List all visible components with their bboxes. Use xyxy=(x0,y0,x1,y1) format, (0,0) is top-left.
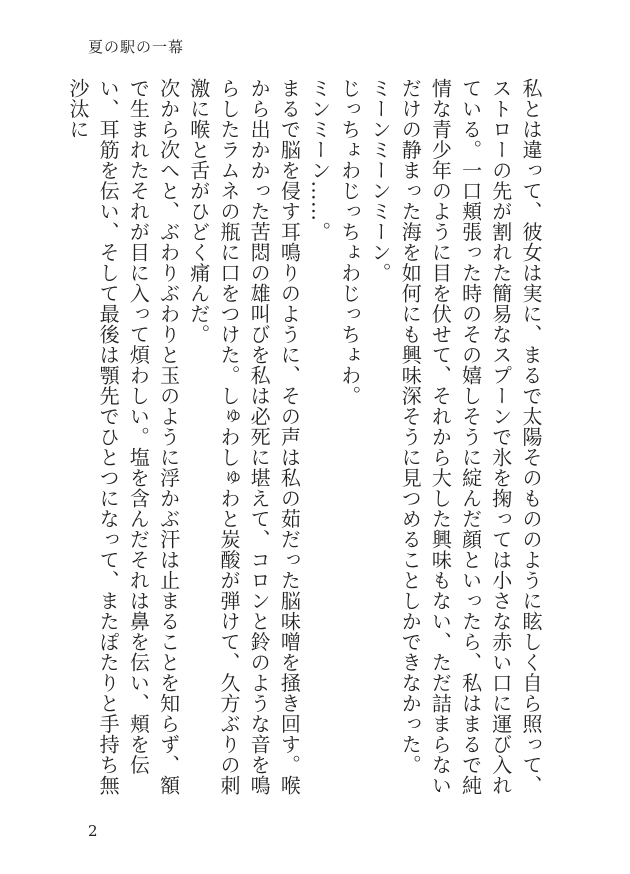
paragraph: ミーンミーンミーン。 xyxy=(367,78,392,283)
paragraph: 私とは違って、彼女は実に、まるで太陽そのもののように眩しく自ら照って、ストローの先が割れた簡易なスプーンで氷を掬っては小さな赤い口に運び入れている。一口頬張った時のその嬉しそうに綻んだ顔といったら、私はまるで純情な青少年のように目を伏せて、それから大した興味もない、ただ詰まらないだけの静まった海を如何にも興味深そうに見つめることしかできなかった。 xyxy=(398,78,543,796)
body-text xyxy=(65,78,546,814)
paragraph: じっちょわじっちょわじっちょわ。 xyxy=(337,78,362,406)
paragraph: ミンミーン……。 xyxy=(307,78,332,242)
paragraph: 次から次へと、ぶわりぶわりと玉のように浮かぶ汗は止まることを知らず、額で生まれたそれが目に入って煩わしい。塩を含んだそれは鼻を伝い、頬を伝い、耳筋を伝い、そして最後は顎先でひとつになって、またぽたりと手持ち無沙汰に xyxy=(65,78,181,796)
page-number: 2 xyxy=(88,822,98,840)
paragraph: まるで脳を侵す耳鳴りのように、その声は私の茹だった脳味噌を掻き回す。喉から出かかった苦悶の雄叫びを私は必死に堪えて、コロンと鈴のような音を鳴らしたラムネの瓶に口をつけた。しゅわしゅわと炭酸が弾けて、久方ぶりの刺激に喉と舌がひどく痛んだ。 xyxy=(186,78,302,796)
page-header: 夏の駅の一幕 xyxy=(88,38,185,56)
